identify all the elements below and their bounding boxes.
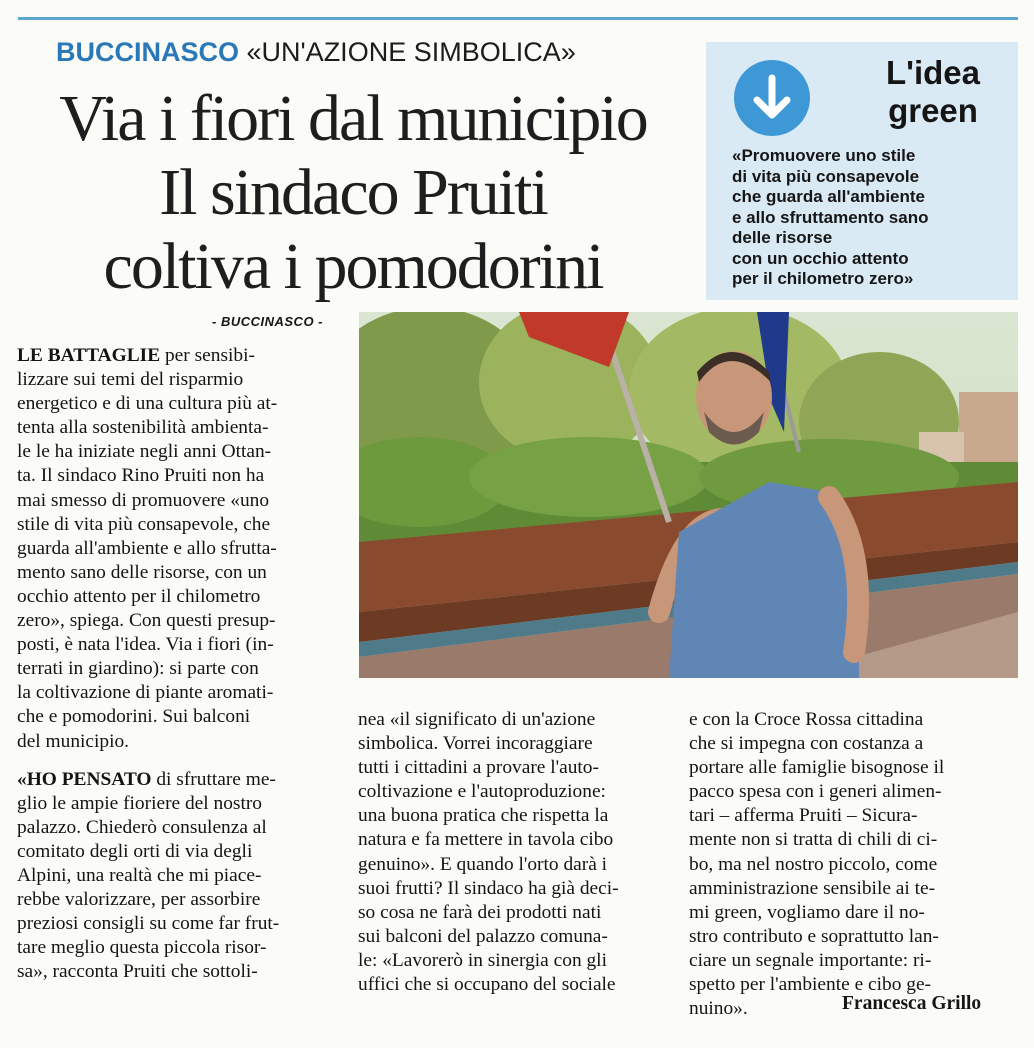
text-line: zero», spiega. Con questi presup- — [17, 610, 276, 632]
text-line: lizzare sui temi del risparmio — [17, 369, 244, 391]
kicker — [56, 36, 576, 68]
text-line: tari – afferma Pruiti – Sicura- — [689, 805, 918, 827]
text-line: una buona pratica che rispetta la — [358, 805, 609, 827]
sidebar-title-line: L'idea — [885, 54, 981, 91]
headline-line: Via i fiori dal municipio — [59, 82, 647, 155]
text-line: la coltivazione di piante aromati- — [17, 682, 274, 704]
text-line: del municipio. — [17, 730, 130, 752]
text-line: spetto per l'ambiente e cibo ge- — [689, 974, 932, 996]
text-line: mai smesso di promuovere «uno — [17, 489, 270, 511]
sidebar-title — [858, 54, 1008, 130]
text-line: mento sano delle risorse, con un — [17, 561, 267, 583]
sidebar-line: per il chilometro zero» — [732, 269, 914, 288]
text-line: simbolica. Vorrei incoraggiare — [358, 733, 593, 755]
text-line: di sfruttare me- — [151, 768, 276, 790]
text-line: rebbe valorizzare, per assorbire — [17, 889, 261, 911]
text-line: terrati in giardino): si parte con — [17, 658, 259, 680]
text-line: pacco spesa con i generi alimen- — [689, 781, 942, 803]
text-line: ta. Il sindaco Rino Pruiti non ha — [17, 465, 265, 487]
text-line: bo, ma nel nostro piccolo, come — [689, 853, 938, 875]
text-line: e con la Croce Rossa cittadina — [689, 709, 924, 730]
dateline: - BUCCINASCO - — [212, 314, 323, 329]
sidebar-line: delle risorse — [732, 228, 833, 247]
headline-line: coltiva i pomodorini — [103, 230, 603, 303]
text-line: sui balconi del palazzo comuna- — [358, 925, 608, 947]
text-line: mi green, vogliamo dare il no- — [689, 901, 925, 923]
sidebar-box — [706, 42, 1018, 300]
text-line: tenta alla sostenibilità ambienta- — [17, 417, 269, 439]
sidebar-line: che guarda all'ambiente — [732, 187, 925, 206]
sidebar-line: «Promuovere uno stile — [732, 146, 916, 165]
headline — [18, 82, 688, 304]
paragraph-lead: «HO PENSATO — [17, 768, 152, 790]
text-line: so cosa ne farà dei prodotti nati — [358, 901, 602, 923]
text-line: stro contributo e soprattutto lan- — [689, 925, 939, 947]
sidebar-quote — [732, 146, 1016, 290]
text-line: preziosi consigli su come far frut- — [17, 913, 280, 935]
text-line: le le ha iniziate negli anni Ottan- — [17, 441, 272, 463]
sidebar-line: con un occhio attento — [732, 248, 909, 268]
text-line: glio le ampie fioriere del nostro — [17, 792, 262, 814]
text-line: portare alle famiglie bisognose il — [689, 757, 945, 779]
text-line: che e pomodorini. Sui balconi — [17, 706, 251, 728]
kicker-quote: «UN'AZIONE SIMBOLICA» — [239, 37, 576, 67]
text-line: genuino». E quando l'orto darà i — [358, 853, 608, 875]
sidebar-title-line: green — [888, 92, 978, 129]
text-line: suoi frutti? Il sindaco ha già deci- — [358, 877, 619, 899]
article-column-2 — [358, 708, 678, 997]
text-line: uffici che si occupano del sociale — [358, 974, 616, 996]
kicker-place: BUCCINASCO — [56, 37, 240, 67]
sidebar-line: di vita più consapevole — [732, 166, 920, 186]
text-line: stile di vita più consapevole, che — [17, 513, 271, 535]
text-line: guarda all'ambiente e allo sfrutta- — [17, 537, 277, 559]
top-rule — [18, 17, 1018, 20]
text-line: amministrazione sensibile ai te- — [689, 877, 936, 899]
author-byline: Francesca Grillo — [842, 993, 982, 1014]
text-line: le: «Lavorerò in sinergia con gli — [358, 949, 607, 971]
headline-line: Il sindaco Pruiti — [159, 156, 547, 229]
text-line: Alpini, una realtà che mi piace- — [17, 864, 262, 886]
article-column-1 — [17, 344, 337, 984]
text-line: energetico e di una cultura più at- — [17, 393, 278, 415]
text-line: palazzo. Chiederò consulenza al — [17, 816, 267, 838]
paragraph-lead: LE BATTAGLIE — [17, 345, 161, 366]
text-line: posti, è nata l'idea. Via i fiori (in- — [17, 634, 274, 656]
text-line: per sensibi- — [160, 345, 255, 366]
text-line: che si impegna con costanza a — [689, 733, 924, 755]
down-arrow-circle-icon — [734, 60, 810, 136]
article-column-3 — [689, 708, 1019, 1021]
text-line: tutti i cittadini a provare l'auto- — [358, 757, 599, 779]
text-line: nuino». — [689, 998, 748, 1020]
text-line: occhio attento per il chilometro — [17, 585, 261, 607]
text-line: coltivazione e l'autoproduzione: — [358, 781, 606, 803]
text-line: comitato degli orti di via degli — [17, 840, 253, 862]
text-line: nea «il significato di un'azione — [358, 709, 596, 730]
text-line: ciare un segnale importante: ri- — [689, 949, 932, 971]
text-line: tare meglio questa piccola risor- — [17, 937, 267, 959]
text-line: sa», racconta Pruiti che sottoli- — [17, 961, 258, 983]
sidebar-line: e allo sfruttamento sano — [732, 207, 929, 227]
text-line: natura e fa mettere in tavola cibo — [358, 829, 614, 851]
text-line: mente non si tratta di chili di ci- — [689, 829, 938, 851]
article-photo — [359, 312, 1018, 678]
